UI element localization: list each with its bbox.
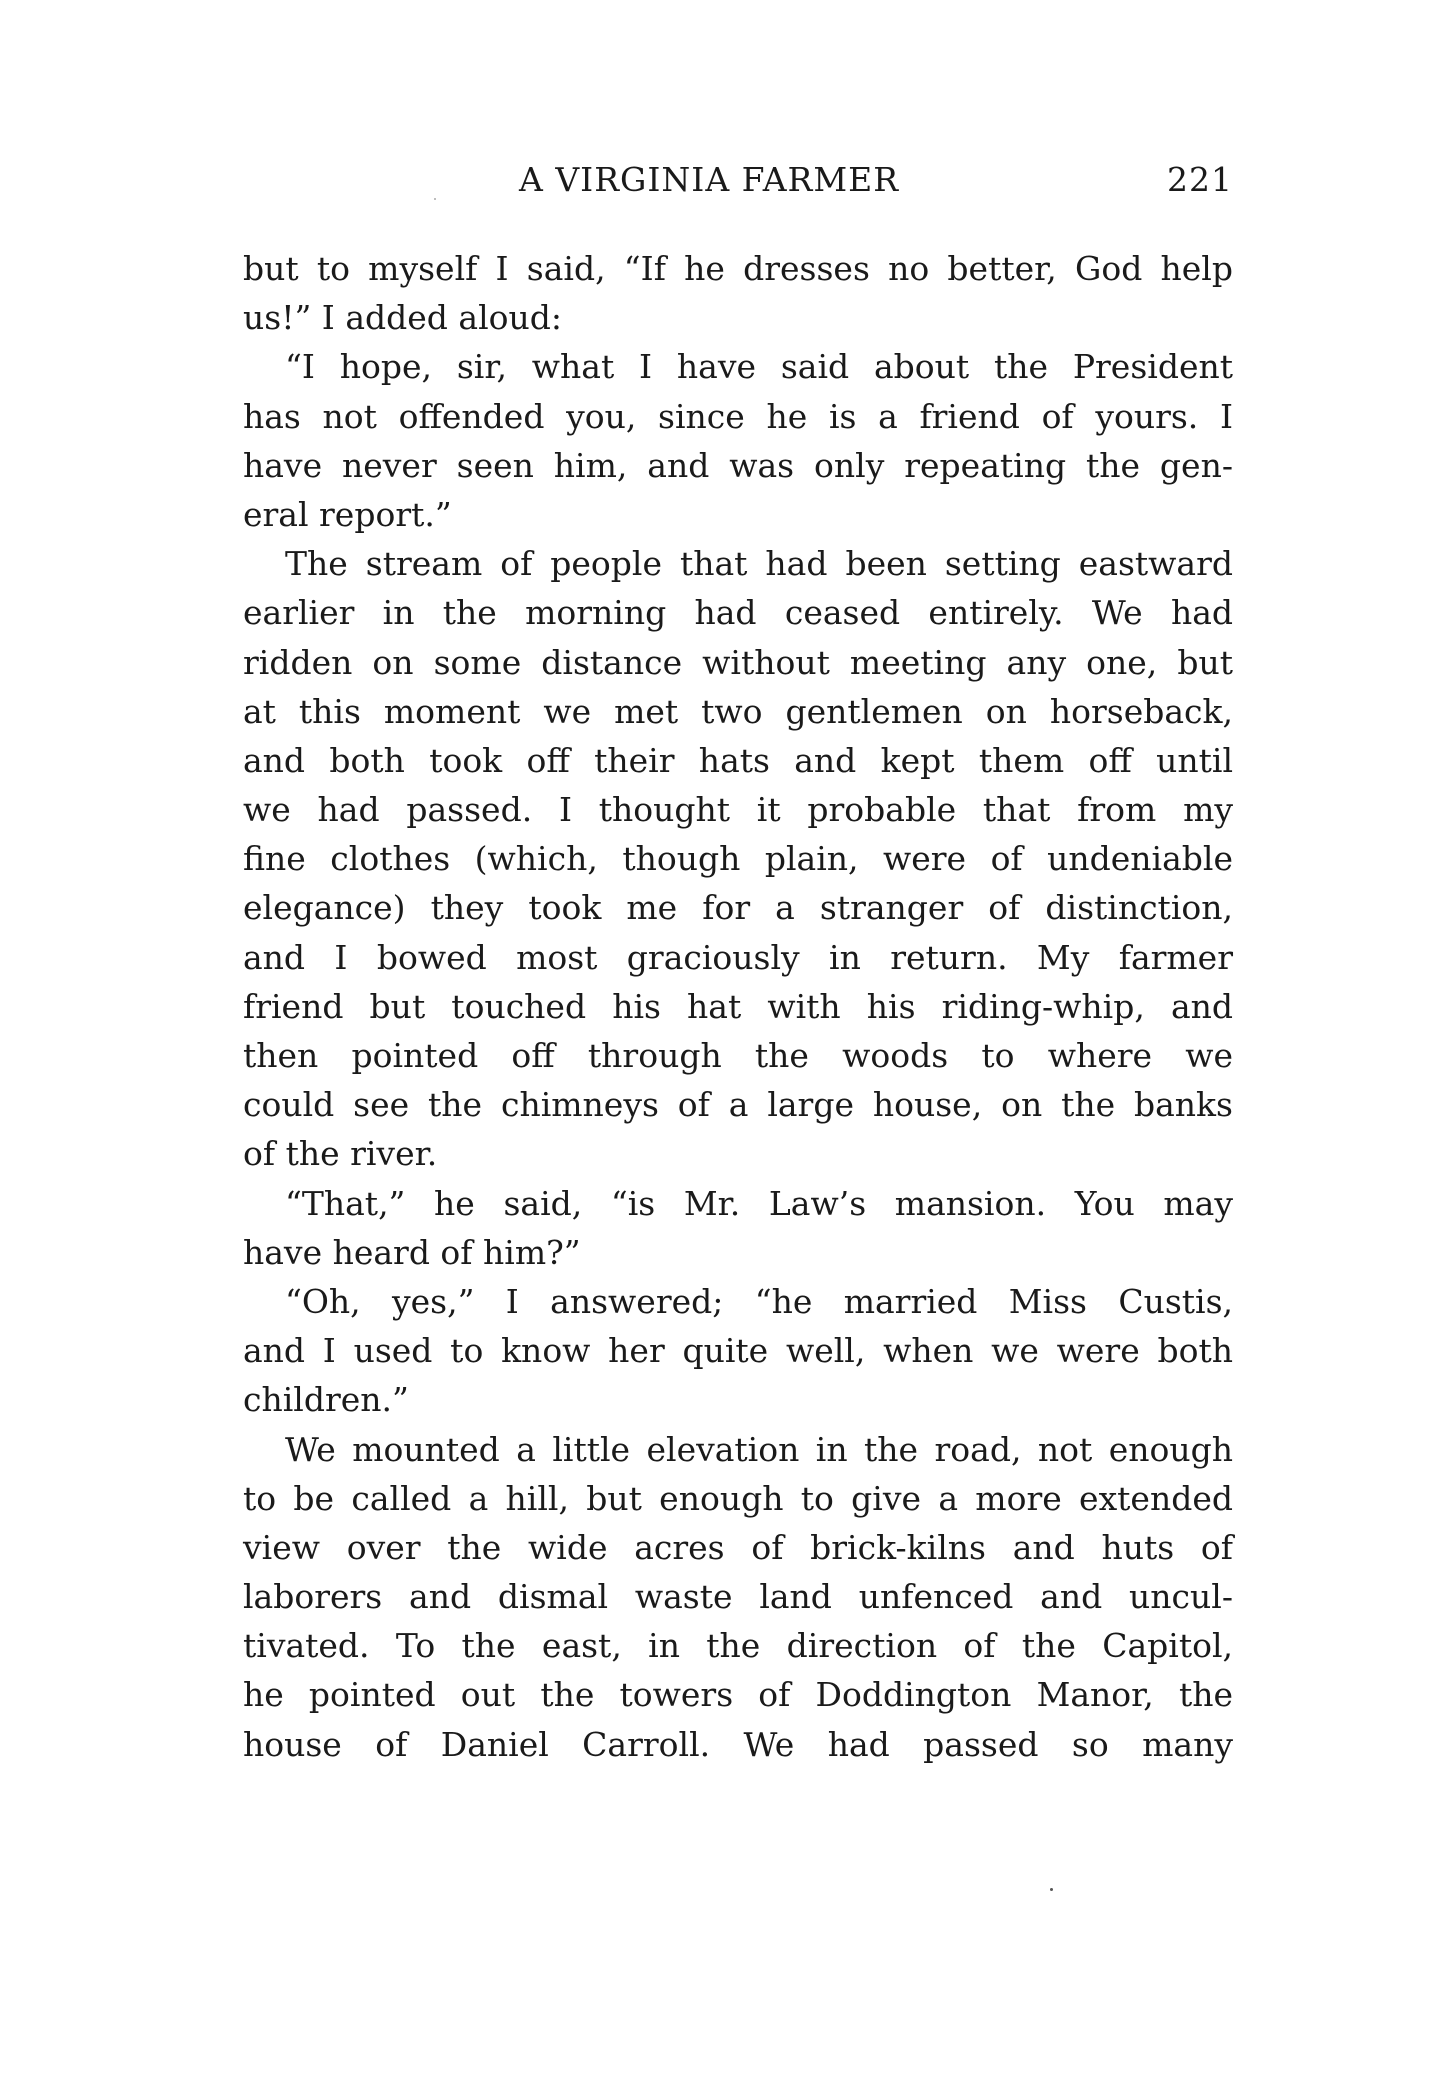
paper-speck [434,198,436,200]
text-line: and I bowed most graciously in return. My farmer [243,937,1233,977]
text-line: he pointed out the towers of Doddington Manor, the [243,1675,1233,1715]
running-title: A VIRGINIA FARMER [519,160,900,199]
text-line: of the river. [243,1134,438,1174]
text-line: “That,” he said, “is Mr. Law’s mansion. You may [285,1183,1233,1223]
text-line: and both took off their hats and kept them off until [243,740,1233,780]
text-line: at this moment we met two gentlemen on horseback, [243,691,1233,731]
text-line: friend but touched his hat with his riding-whip, and [243,986,1233,1026]
text-line: view over the wide acres of brick-kilns and huts of [243,1527,1233,1567]
paper-speck [1050,1888,1053,1891]
text-line: ridden on some distance without meeting any one, but [243,642,1233,682]
text-line: and I used to know her quite well, when we were both [243,1331,1233,1371]
text-line: “I hope, sir, what I have said about the President [285,347,1233,387]
text-line: us!” I added aloud: [243,298,562,338]
text-line: fine clothes (which, though plain, were of undeniable [243,839,1233,879]
text-line: we had passed. I thought it probable that from my [243,790,1233,830]
text-line: house of Daniel Carroll. We had passed so many [243,1724,1233,1764]
text-line: children.” [243,1380,409,1420]
text-line: tivated. To the east, in the direction of the Capitol, [243,1626,1233,1666]
text-line: but to myself I said, “If he dresses no better, God help [243,249,1233,288]
text-line: could see the chimneys of a large house, on the banks [243,1085,1233,1125]
text-line: to be called a hill, but enough to give a more extended [243,1478,1233,1518]
text-line: earlier in the morning had ceased entirely. We had [243,593,1233,633]
text-line: have heard of him?” [243,1232,581,1272]
text-line: then pointed off through the woods to where we [243,1036,1233,1075]
text-line: laborers and dismal waste land unfenced and uncul- [243,1577,1233,1617]
text-line: have never seen him, and was only repeating the gen- [243,445,1233,485]
body-text [243,244,1233,1769]
text-line: eral report.” [243,494,452,534]
page-header [243,160,1233,210]
text-line: has not offended you, since he is a friend of yours. I [243,396,1233,436]
text-line: We mounted a little elevation in the road, not enough [285,1429,1233,1469]
page-number: 221 [1167,160,1233,199]
text-line: The stream of people that had been setting eastward [285,544,1233,584]
text-line: elegance) they took me for a stranger of distinction, [243,888,1233,928]
text-line: “Oh, yes,” I answered; “he married Miss Custis, [285,1281,1233,1321]
